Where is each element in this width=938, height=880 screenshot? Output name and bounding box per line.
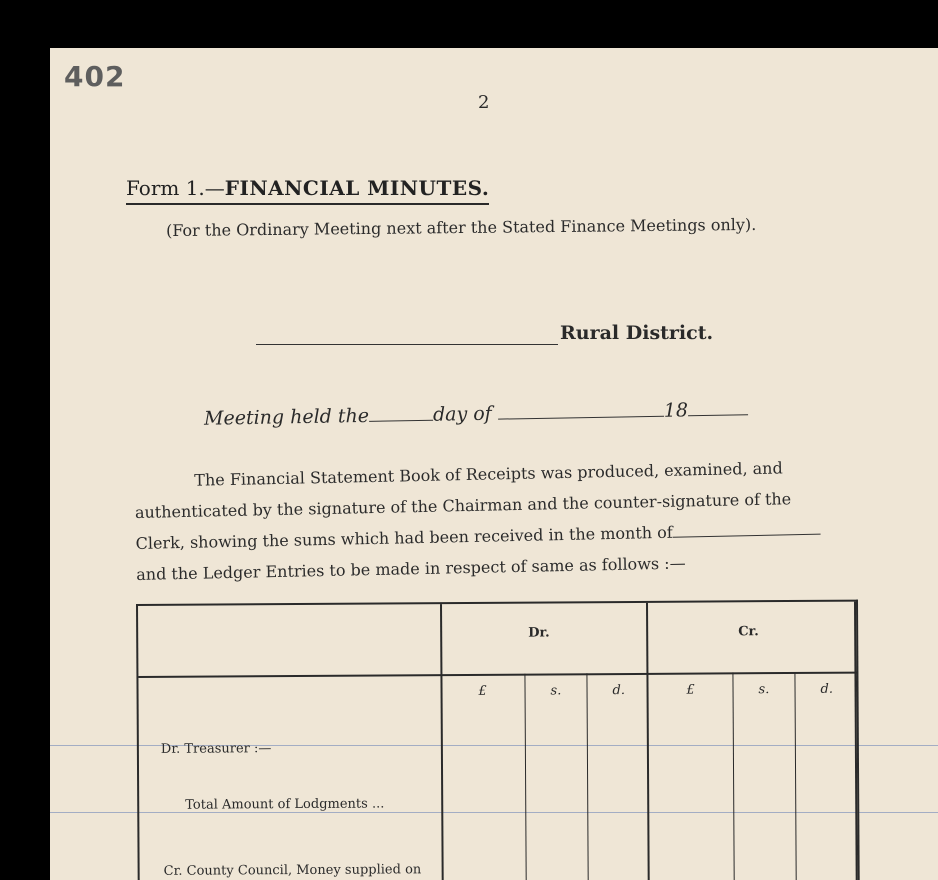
statement-line: authenticated by the signature of the Chairman and the counter-signature of the xyxy=(134,489,792,522)
meeting-line xyxy=(204,398,748,429)
statement-line: The Financial Statement Book of Receipts was produced, examined, and xyxy=(194,458,783,490)
form-prefix: Form 1.— xyxy=(126,176,225,200)
document-page xyxy=(50,48,938,880)
meeting-held-label: Meeting held the xyxy=(203,404,370,430)
year-prefix: 18 xyxy=(663,399,689,422)
month-received-blank xyxy=(673,526,821,538)
unit-pounds: £ xyxy=(478,683,487,699)
page-number: 2 xyxy=(478,92,490,113)
day-of-label: day of xyxy=(432,402,492,426)
unit-pounds: £ xyxy=(686,682,695,698)
month-blank xyxy=(498,406,664,420)
column-divider xyxy=(524,674,526,880)
statement-line-text: Clerk, showing the sums which had been received in the month of xyxy=(135,522,673,553)
form-heading: FINANCIAL MINUTES. xyxy=(224,176,490,200)
statement-paragraph xyxy=(134,451,856,590)
ledger-row-label: Dr. Treasurer :— xyxy=(160,741,272,757)
district-label: Rural District. xyxy=(560,322,714,344)
column-divider xyxy=(646,603,650,880)
column-divider xyxy=(586,673,588,880)
header-divider xyxy=(138,672,856,678)
cr-header: Cr. xyxy=(738,624,759,640)
unit-shillings: s. xyxy=(550,683,562,699)
column-divider xyxy=(732,672,734,880)
district-blank xyxy=(256,344,558,345)
unit-pence: d. xyxy=(612,683,626,699)
form-title xyxy=(126,176,489,205)
column-divider xyxy=(440,604,444,880)
unit-pence: d. xyxy=(820,681,834,697)
ledger-row-label: Total Amount of Lodgments ... xyxy=(185,796,385,813)
form-subtitle: (For the Ordinary Meeting next after the Stated Finance Meetings only). xyxy=(165,214,757,241)
day-blank xyxy=(369,410,433,422)
year-blank xyxy=(688,404,748,416)
dr-header: Dr. xyxy=(528,625,550,641)
ledger-table xyxy=(136,600,860,880)
statement-line: and the Ledger Entries to be made in respect of same as follows :— xyxy=(136,553,686,584)
folio-number: 402 xyxy=(64,60,126,93)
column-divider xyxy=(794,672,796,880)
ledger-row-label: Cr. County Council, Money supplied on xyxy=(163,862,422,879)
unit-shillings: s. xyxy=(758,682,770,698)
column-divider xyxy=(854,602,858,880)
